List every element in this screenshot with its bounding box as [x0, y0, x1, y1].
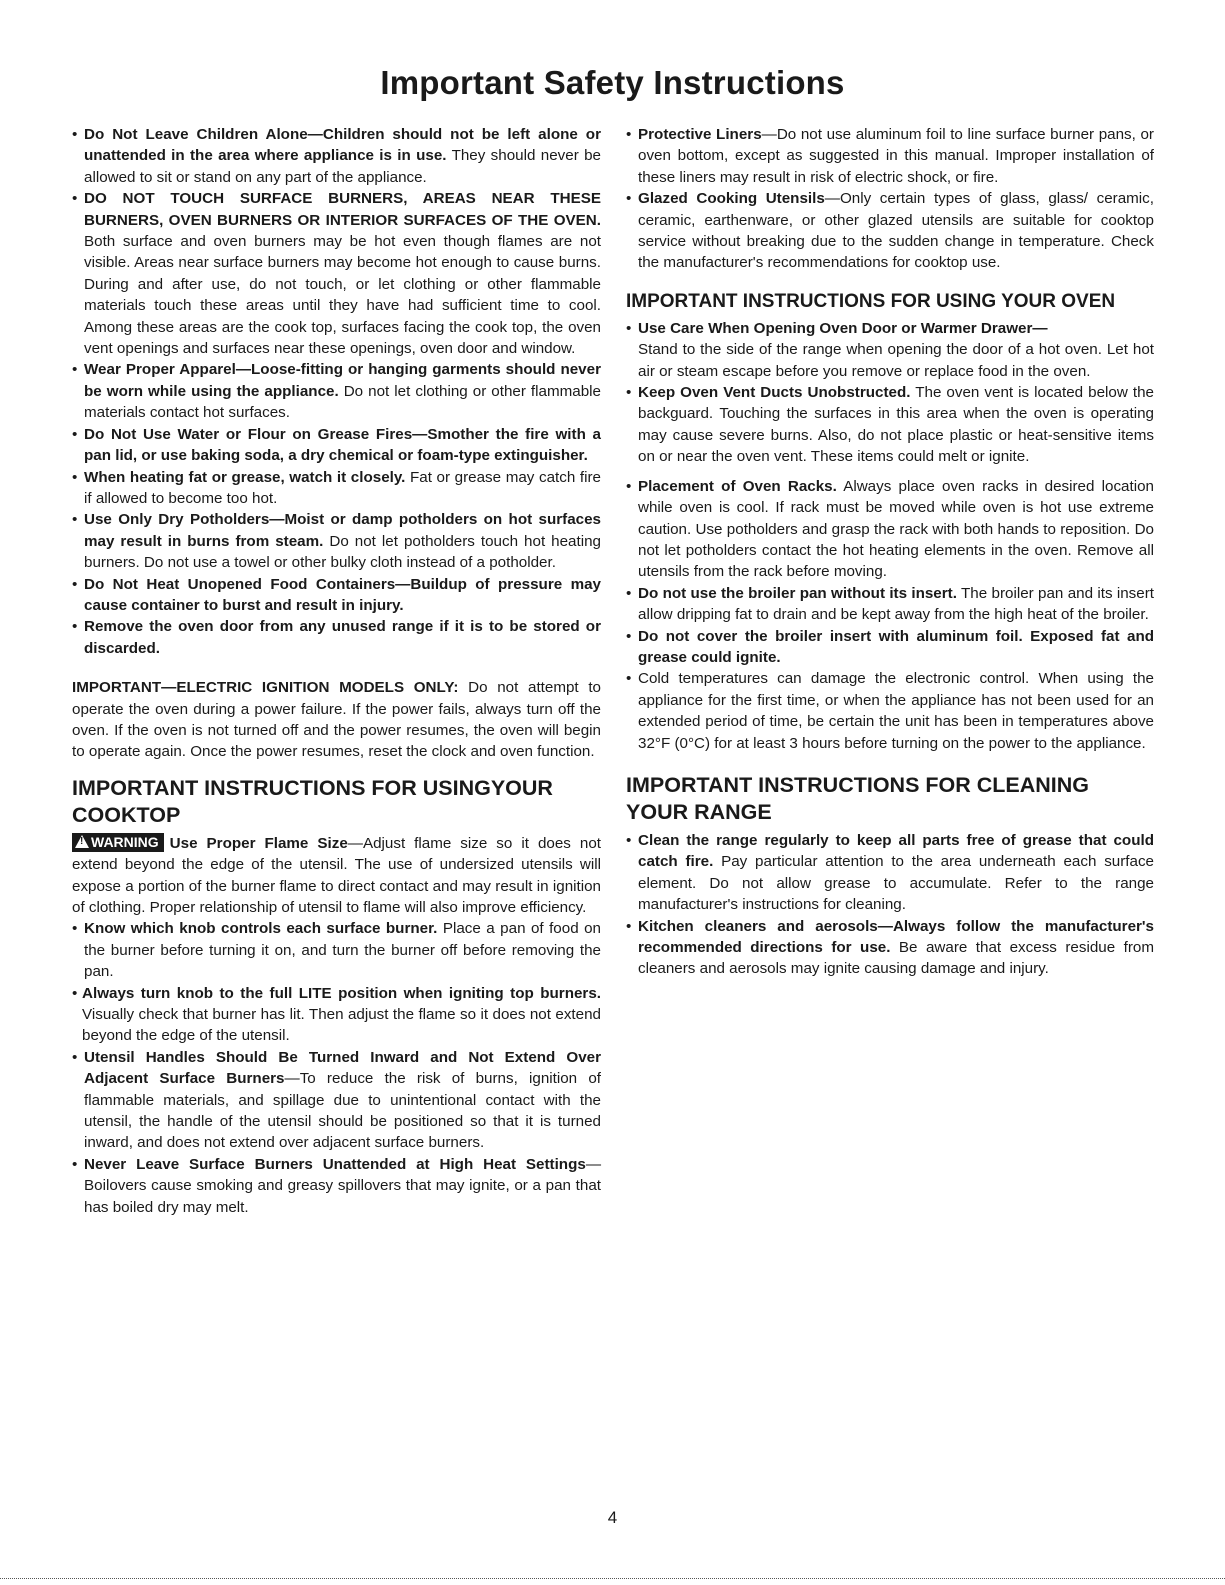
warning-paragraph: !WARNING Use Proper Flame Size—Adjust flame size so it does not extend beyond the edge of the utensil. The use of undersized utensils will expose a portion of the burner flame to direct contact and may result in ignition of clothing. Proper relationship of utensil to flame will also improve efficiency.: [72, 833, 601, 919]
list-item: • Do not cover the broiler insert with aluminum foil. Exposed fat and grease could ignite.: [626, 626, 1154, 669]
page-number: 4: [607, 1508, 618, 1527]
section-heading-cooktop: IMPORTANT INSTRUCTIONS FOR USINGYOUR COOKTOP: [72, 775, 553, 827]
list-item: • Do Not Heat Unopened Food Containers—Buildup of pressure may cause container to burst and result in injury.: [72, 574, 601, 617]
list-item: • Cold temperatures can damage the electronic control. When using the appliance for the first time, or when the appliance has not been used for an extended period of time, be certain the unit has been in temperatures above 32°F (0°C) for at least 3 hours before turning on the power to the appliance.: [626, 668, 1154, 754]
list-item: • Never Leave Surface Burners Unattended at High Heat Settings—Boilovers cause smoking and greasy spillovers that may ignite, or a pan that has boiled dry may melt.: [72, 1154, 601, 1218]
section-heading-cleaning: IMPORTANT INSTRUCTIONS FOR CLEANING YOUR RANGE: [626, 772, 1090, 824]
footer-divider: [0, 1578, 1225, 1579]
right-column: [626, 124, 1154, 980]
list-item: • Use Only Dry Potholders—Moist or damp potholders on hot surfaces may result in burns from steam. Do not let potholders touch hot heating burners. Do not use a towel or other bulky cloth instead of a potholder.: [72, 509, 601, 573]
list-item: • Always turn knob to the full LITE position when igniting top burners. Visually check that burner has lit. Then adjust the flame so it does not extend beyond the edge of the utensil.: [72, 983, 601, 1047]
list-item: • Glazed Cooking Utensils—Only certain types of glass, glass/ ceramic, ceramic, earthenware, or other glazed utensils are suitable for cooktop service without breaking due to the sudden change in temperature. Check the manufacturer's recommendations for cooktop use.: [626, 188, 1154, 274]
list-item: • Protective Liners—Do not use aluminum foil to line surface burner pans, or oven bottom, except as suggested in this manual. Improper installation of these liners may result in risk of electric shock, or fire.: [626, 124, 1154, 188]
list-item: • Clean the range regularly to keep all parts free of grease that could catch fire. Pay particular attention to the area underneath each surface element. Do not allow grease to accumulate. Refer to the range manufacturer's instructions for cleaning.: [626, 830, 1154, 916]
list-item: • Wear Proper Apparel—Loose-fitting or hanging garments should never be worn while using the appliance. Do not let clothing or other flammable materials contact hot surfaces.: [72, 359, 601, 423]
electric-ignition-note: IMPORTANT—ELECTRIC IGNITION MODELS ONLY: Do not attempt to operate the oven during a power failure. If the power fails, always turn off the oven. If the oven is not turned off and the power resumes, the oven will begin to operate again. Once the power resumes, reset the clock and oven function.: [72, 679, 601, 761]
list-item: • Know which knob controls each surface burner. Place a pan of food on the burner before turning it on, and turn the burner off before removing the pan.: [72, 918, 601, 982]
warning-badge: !WARNING: [72, 833, 164, 852]
list-item: • When heating fat or grease, watch it closely. Fat or grease may catch fire if allowed to become too hot.: [72, 467, 601, 510]
list-item: • Placement of Oven Racks. Always place oven racks in desired location while oven is cool. If rack must be moved while oven is hot use extreme caution. Use potholders and grasp the rack with both hands to reposition. Do not let potholders contact the hot heating elements in the oven. Remove all utensils from the rack before moving.: [626, 476, 1154, 583]
list-item: • Remove the oven door from any unused range if it is to be stored or discarded.: [72, 616, 601, 659]
warning-triangle-icon: [75, 835, 89, 848]
list-item: • Do Not Use Water or Flour on Grease Fires—Smother the fire with a pan lid, or use baking soda, a dry chemical or foam-type extinguisher.: [72, 424, 601, 467]
list-item: • Do not use the broiler pan without its insert. The broiler pan and its insert allow dripping fat to drain and be kept away from the high heat of the broiler.: [626, 583, 1154, 626]
list-item: • Keep Oven Vent Ducts Unobstructed. The oven vent is located below the backguard. Touching the surfaces in this area when the oven is operating may cause severe burns. Also, do not place plastic or heat-sensitive items on or near the oven vent. These items could melt or ignite.: [626, 382, 1154, 468]
left-column: [72, 124, 601, 1218]
list-item: • Kitchen cleaners and aerosols—Always follow the manufacturer's recommended directions for use. Be aware that excess residue from cleaners and aerosols may ignite causing damage and injury.: [626, 916, 1154, 980]
list-item: • Utensil Handles Should Be Turned Inward and Not Extend Over Adjacent Surface Burners—To reduce the risk of burns, ignition of flammable materials, and spillage due to unintentional contact with the utensil, the handle of the utensil should be positioned so that it is turned inward, and does not extend over adjacent surface burners.: [72, 1047, 601, 1154]
list-item: • DO NOT TOUCH SURFACE BURNERS, AREAS NEAR THESE BURNERS, OVEN BURNERS OR INTERIOR SURFACES OF THE OVEN. Both surface and oven burners may be hot even though flames are not visible. Areas near surface burners may become hot enough to cause burns. During and after use, do not touch, or let clothing or other flammable materials touch these areas until they have had sufficient time to cool. Among these areas are the cook top, surfaces facing the cook top, the oven vent openings and surfaces near these openings, oven door and window.: [72, 188, 601, 359]
list-item: • Use Care When Opening Oven Door or Warmer Drawer— Stand to the side of the range when opening the door of a hot oven. Let hot air or steam escape before you remove or replace food in the oven.: [626, 318, 1154, 382]
page-title: Important Safety Instructions: [380, 64, 845, 101]
list-item: • Do Not Leave Children Alone—Children should not be left alone or unattended in the area where appliance is in use. They should never be allowed to sit or stand on any part of the appliance.: [72, 124, 601, 188]
section-heading-oven: IMPORTANT INSTRUCTIONS FOR USING YOUR OVEN: [626, 290, 1116, 312]
